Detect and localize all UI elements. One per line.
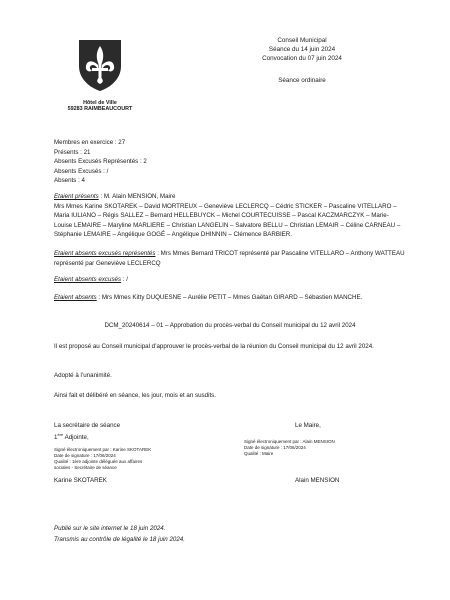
- absent-label: Etaient absents: [54, 294, 97, 301]
- absent-section: [54, 293, 406, 303]
- coat-of-arms-icon: [77, 38, 123, 92]
- secretary-role: 1ère Adjointe,: [54, 432, 89, 442]
- present-mayor: : M. Alain MENSION, Maire: [98, 193, 176, 200]
- represented-section: [54, 249, 406, 268]
- absent-text: : Mrs Mmes Kitty DUQUESNE – Aurélie PETIT – Mmes Gaëtan GIRARD – Sébastien MANCHE.: [96, 294, 363, 301]
- signature-right: [244, 439, 404, 457]
- e-sign-left-3: Qualité : 1ère adjointe déléguée aux affaires: [54, 459, 143, 465]
- members-count: Membres en exercice : 27: [54, 139, 126, 146]
- mayor-name: Alain MENSION: [295, 477, 340, 484]
- represented-count: Absents Excusés Représentés : 2: [54, 158, 147, 166]
- published-note: Publié sur le site internet le 18 juin 2024.: [54, 525, 166, 532]
- e-sign-left-1: Signé électroniquement par : Karine SKOTAREK: [54, 447, 152, 453]
- e-sign-left-2: Date de signature : 17/06/2024: [54, 453, 116, 459]
- transmitted-note: Transmis au contrôle de légalité le 18 juin 2024.: [54, 536, 185, 543]
- attendance-counts: [54, 138, 147, 186]
- seance-type: Séance ordinaire: [278, 76, 326, 84]
- excused-section: [54, 275, 406, 285]
- publication-footer: [54, 523, 185, 545]
- e-sign-right-2: Date de signature : 17/06/2024: [244, 445, 306, 450]
- secretary-name: Karine SKOTAREK: [54, 477, 107, 484]
- present-label: Etaient présents: [54, 193, 99, 200]
- adoption-status: Adopté à l’unanimité.: [54, 372, 112, 379]
- secretary-title: La secrétaire de séance: [54, 422, 121, 429]
- town-address: 59283 RAIMBEAUCOURT: [67, 106, 133, 112]
- absent-count: Absents : 4: [54, 177, 85, 185]
- e-sign-right-1: Signé électroniquement par : Alain MENSION: [244, 439, 335, 444]
- excused-text: : /: [121, 276, 128, 283]
- seance-date: Séance du 14 juin 2024: [268, 46, 336, 54]
- present-count: Présents : 21: [54, 148, 91, 156]
- council-title: Conseil Municipal: [277, 37, 327, 44]
- excused-label: Etaient absents excusés: [54, 276, 122, 283]
- e-sign-left-4: sociales - Secrétaire de séance: [54, 465, 117, 471]
- meeting-header: [232, 36, 372, 85]
- represented-label: Etaient absents excusés représentés: [54, 250, 156, 257]
- closing-formula: Ainsi fait et délibéré en séance, les jour, mois et an susdits.: [54, 392, 216, 399]
- convocation-date: Convocation du 07 juin 2024: [262, 55, 342, 63]
- present-section: [54, 192, 406, 240]
- signature-left: [54, 421, 234, 471]
- town-logo: [62, 38, 138, 112]
- mayor-title: Le Maire,: [295, 422, 321, 429]
- deliberation-body: Il est proposé au Conseil municipal d’approuver le procès-verbal de la réunion du Conseil municipal du 12 avril 2024.: [54, 343, 374, 350]
- excused-count: Absents Excusés : /: [54, 167, 109, 175]
- deliberation-title: DCM_20240614 – 01 – Approbation du procès-verbal du Conseil municipal du 12 avril 2024: [104, 322, 356, 329]
- present-names: Mrs Mmes Karine SKOTAREK – David MORTREUX – Geneviève LECLERCQ – Cédric STICKER – Pascaline VITELLARO – Maria IULIANO – Régis SALLEZ – Bernard HELLEBUYCK – Michel COURTECUISSE – Pascal KACZMARCZYK – Marie-Louise LEMAIRE – Maryline MARLIERE – Christian LANGELIN – Salvatore BELLU – Christian LEMAIR – Céline CARNEAU – Stéphanie LEMAIRE – Angélique GOGÉ – Angélique DHINNIN – Clémence BARBIER.: [54, 202, 401, 239]
- e-sign-right-3: Qualité : Maire: [244, 451, 274, 456]
- represented-text: : Mrs Mmes Bernard TRICOT représenté par Pascaline VITELLARO – Anthony WATTEAU représenté par Geneviève LECLERCQ: [54, 250, 405, 267]
- town-hall-label: Hôtel de Ville: [83, 100, 117, 106]
